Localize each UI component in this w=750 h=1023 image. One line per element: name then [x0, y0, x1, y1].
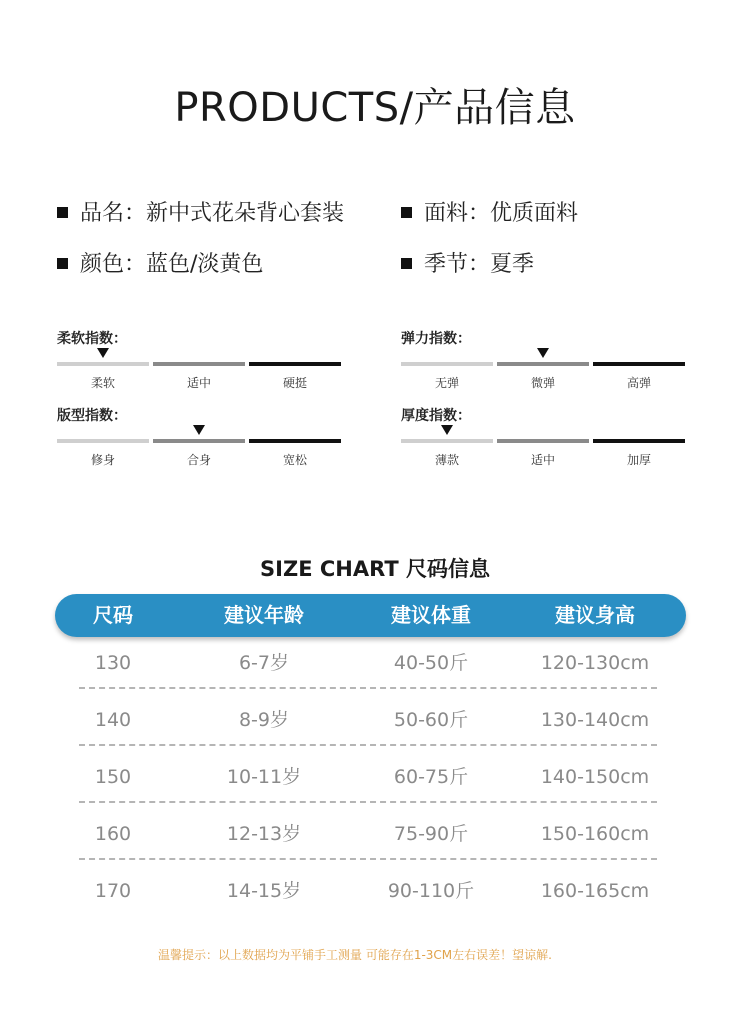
- cell-weight: 60-75斤: [393, 766, 469, 788]
- selected-marker-icon: [441, 425, 453, 435]
- info-color: [57, 247, 263, 278]
- scale-segment-low: [401, 439, 493, 443]
- info-product-name: [57, 196, 344, 227]
- cell-height: 120-130cm: [540, 652, 650, 674]
- cell-weight: 50-60斤: [393, 709, 469, 731]
- cell-age: 12-13岁: [226, 823, 302, 845]
- fit-scale: [57, 439, 345, 479]
- cell-age: 8-9岁: [238, 709, 290, 731]
- thickness-scale: [401, 439, 689, 479]
- cell-size: 160: [94, 823, 132, 845]
- table-row: [55, 819, 686, 876]
- elasticity-index-label: 弹力指数：: [401, 331, 471, 347]
- elasticity-scale: [401, 362, 689, 402]
- cell-weight: 40-50斤: [393, 652, 469, 674]
- page-title: PRODUCTS/产品信息: [174, 85, 576, 131]
- scale-segment-low: [401, 362, 493, 366]
- scale-segment-mid: [497, 439, 589, 443]
- info-name-text: 品名：新中式花朵背心套装: [80, 201, 345, 226]
- cell-size: 140: [94, 709, 132, 731]
- scale-level-label: 高弹: [626, 376, 651, 390]
- selected-marker-icon: [537, 348, 549, 358]
- cell-size: 170: [94, 880, 132, 902]
- scale-level-label: 柔软: [90, 376, 115, 390]
- table-row: [55, 705, 686, 762]
- scale-level-label: 加厚: [626, 453, 651, 467]
- scale-segment-high: [249, 439, 341, 443]
- cell-age: 10-11岁: [226, 766, 302, 788]
- measurement-note: 温馨提示：以上数据均为平铺手工测量 可能存在1-3CM左右误差！望谅解.: [158, 948, 552, 962]
- table-row: [55, 762, 686, 819]
- cell-size: 130: [94, 652, 132, 674]
- cell-height: 160-165cm: [540, 880, 650, 902]
- scale-level-label: 修身: [90, 453, 115, 467]
- scale-segment-mid: [153, 362, 245, 366]
- info-fabric-text: 面料：优质面料: [424, 201, 579, 226]
- cell-weight: 90-110斤: [387, 880, 475, 902]
- scale-level-label: 合身: [186, 453, 211, 467]
- cell-size: 150: [94, 766, 132, 788]
- scale-segment-mid: [497, 362, 589, 366]
- info-season-text: 季节：夏季: [424, 252, 535, 277]
- table-row: [55, 648, 686, 705]
- scale-segment-low: [57, 362, 149, 366]
- scale-level-label: 微弹: [530, 376, 555, 390]
- row-divider: [79, 744, 657, 746]
- size-table-header: [55, 594, 686, 637]
- scale-segment-high: [593, 439, 685, 443]
- bullet-square-icon: [401, 258, 412, 269]
- cell-age: 14-15岁: [226, 880, 302, 902]
- cell-height: 130-140cm: [540, 709, 650, 731]
- scale-segment-high: [249, 362, 341, 366]
- table-row: [55, 876, 686, 933]
- scale-segment-mid: [153, 439, 245, 443]
- header-age: 建议年龄: [224, 603, 304, 627]
- scale-level-label: 适中: [186, 376, 211, 390]
- info-fabric: [401, 196, 578, 227]
- scale-level-label: 适中: [530, 453, 555, 467]
- scale-level-label: 无弹: [434, 376, 459, 390]
- softness-index-label: 柔软指数：: [57, 331, 127, 347]
- thickness-index-label: 厚度指数：: [401, 408, 471, 424]
- scale-level-label: 薄款: [434, 453, 459, 467]
- cell-height: 140-150cm: [540, 766, 650, 788]
- header-height: 建议身高: [555, 603, 635, 627]
- header-size: 尺码: [93, 603, 133, 627]
- scale-level-label: 宽松: [282, 453, 307, 467]
- bullet-square-icon: [57, 207, 68, 218]
- info-color-text: 颜色：蓝色/淡黄色: [80, 252, 264, 277]
- scale-level-label: 硬挺: [282, 376, 307, 390]
- size-chart-title: SIZE CHART 尺码信息: [260, 557, 490, 581]
- selected-marker-icon: [97, 348, 109, 358]
- softness-scale: [57, 362, 345, 402]
- bullet-square-icon: [57, 258, 68, 269]
- bullet-square-icon: [401, 207, 412, 218]
- fit-index-label: 版型指数：: [57, 408, 127, 424]
- cell-weight: 75-90斤: [393, 823, 469, 845]
- row-divider: [79, 801, 657, 803]
- scale-segment-low: [57, 439, 149, 443]
- cell-height: 150-160cm: [540, 823, 650, 845]
- header-weight: 建议体重: [391, 603, 471, 627]
- row-divider: [79, 687, 657, 689]
- selected-marker-icon: [193, 425, 205, 435]
- info-season: [401, 247, 534, 278]
- cell-age: 6-7岁: [238, 652, 290, 674]
- row-divider: [79, 858, 657, 860]
- scale-segment-high: [593, 362, 685, 366]
